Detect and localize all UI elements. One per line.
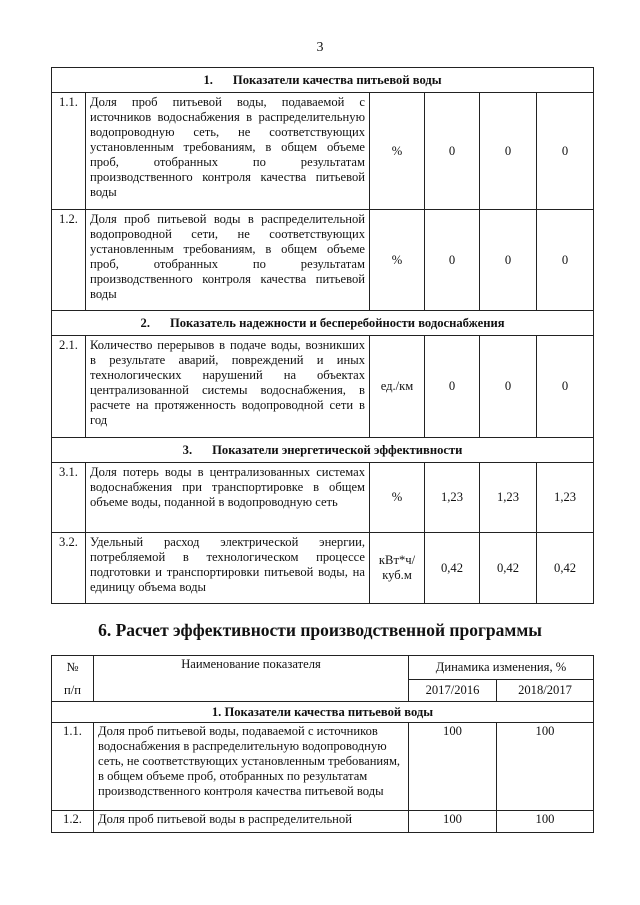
row-value: 0,42 bbox=[480, 533, 537, 604]
row-number: 3.2. bbox=[52, 533, 86, 604]
row-value: 0 bbox=[425, 336, 480, 438]
column-header-name: Наименование показателя bbox=[94, 656, 409, 702]
table-row bbox=[52, 723, 594, 811]
row-value: 0 bbox=[425, 93, 480, 210]
page-number: 3 bbox=[316, 40, 324, 55]
column-header-year: 2017/2016 bbox=[409, 680, 497, 702]
section-heading: 6. Расчет эффективности производственной программы bbox=[98, 620, 542, 640]
row-value: 0 bbox=[537, 210, 594, 311]
row-unit: % bbox=[370, 463, 425, 533]
column-header-number-line2: п/п bbox=[52, 680, 94, 702]
row-value: 0 bbox=[425, 210, 480, 311]
column-header-year: 2018/2017 bbox=[497, 680, 594, 702]
header-row bbox=[52, 656, 594, 680]
section-row bbox=[52, 438, 594, 463]
table-row bbox=[52, 93, 594, 210]
row-description: Количество перерывов в подаче воды, возникших в результате аварий, повреждений и иных технологических нарушений на объектах централизованной системы водоснабжения, в расчете на протяженность водопроводной сети в год bbox=[86, 336, 370, 438]
section-row bbox=[52, 311, 594, 336]
table-row bbox=[52, 463, 594, 533]
row-unit: % bbox=[370, 210, 425, 311]
column-header-dynamics: Динамика изменения, % bbox=[409, 656, 594, 680]
row-unit: кВт*ч/куб.м bbox=[370, 533, 425, 604]
section-row bbox=[52, 68, 594, 93]
section-number: 3. bbox=[182, 442, 193, 457]
row-value: 0 bbox=[480, 336, 537, 438]
row-unit: ед./км bbox=[370, 336, 425, 438]
row-number: 2.1. bbox=[52, 336, 86, 438]
row-value: 0 bbox=[480, 93, 537, 210]
row-number: 1.1. bbox=[52, 93, 86, 210]
section-title: Показатели качества питьевой воды bbox=[232, 72, 442, 87]
row-description: Удельный расход электрической энергии, потребляемой в технологическом процессе подготовки и транспортировки питьевой воды, на единицу объема воды bbox=[86, 533, 370, 604]
row-description: Доля проб питьевой воды в распределительной водопроводной сети, не соответствующих установленным требованиям, в общем объеме проб, отобранных по результатам производственного контроля качества питьевой воды bbox=[86, 210, 370, 311]
row-value: 1,23 bbox=[425, 463, 480, 533]
row-number: 1.2. bbox=[52, 811, 94, 833]
row-value: 0,42 bbox=[537, 533, 594, 604]
row-value: 1,23 bbox=[480, 463, 537, 533]
row-unit: % bbox=[370, 93, 425, 210]
row-number: 1.2. bbox=[52, 210, 86, 311]
section-number: 2. bbox=[140, 315, 150, 330]
row-value: 0,42 bbox=[425, 533, 480, 604]
row-description: Доля проб питьевой воды, подаваемой с источников водоснабжения в распределительную водопроводную сеть, не соответствующих установленным требованиям, в общем объеме проб, отобранных по результатам производственного контроля качества питьевой воды bbox=[94, 723, 409, 811]
column-header-number: № bbox=[52, 656, 94, 680]
row-description: Доля потерь воды в централизованных системах водоснабжения при транспортировке в общем объеме воды, поданной в водопроводную сеть bbox=[86, 463, 370, 533]
row-number: 1.1. bbox=[52, 723, 94, 811]
row-description: Доля проб питьевой воды в распределительной bbox=[94, 811, 409, 833]
row-value: 100 bbox=[497, 723, 594, 811]
indicators-table bbox=[51, 67, 594, 604]
row-value: 0 bbox=[537, 336, 594, 438]
section-row bbox=[52, 702, 594, 723]
section-title: 1. Показатели качества питьевой воды bbox=[52, 702, 594, 723]
row-value: 100 bbox=[409, 723, 497, 811]
section-title: Показатель надежности и бесперебойности водоснабжения bbox=[169, 315, 505, 330]
row-number: 3.1. bbox=[52, 463, 86, 533]
section-number: 1. bbox=[203, 72, 213, 87]
table-row bbox=[52, 210, 594, 311]
table-row bbox=[52, 533, 594, 604]
table-row bbox=[52, 336, 594, 438]
row-description: Доля проб питьевой воды, подаваемой с источников водоснабжения в распределительную водопроводную сеть, не соответствующих установленным требованиям, в общем объеме проб, отобранных по результатам производственного контроля качества питьевой воды bbox=[86, 93, 370, 210]
row-value: 1,23 bbox=[537, 463, 594, 533]
efficiency-table bbox=[51, 655, 594, 833]
row-value: 100 bbox=[497, 811, 594, 833]
section-title: Показатели энергетической эффективности bbox=[212, 442, 463, 457]
row-value: 0 bbox=[480, 210, 537, 311]
row-value: 0 bbox=[537, 93, 594, 210]
table-row bbox=[52, 811, 594, 833]
row-value: 100 bbox=[409, 811, 497, 833]
